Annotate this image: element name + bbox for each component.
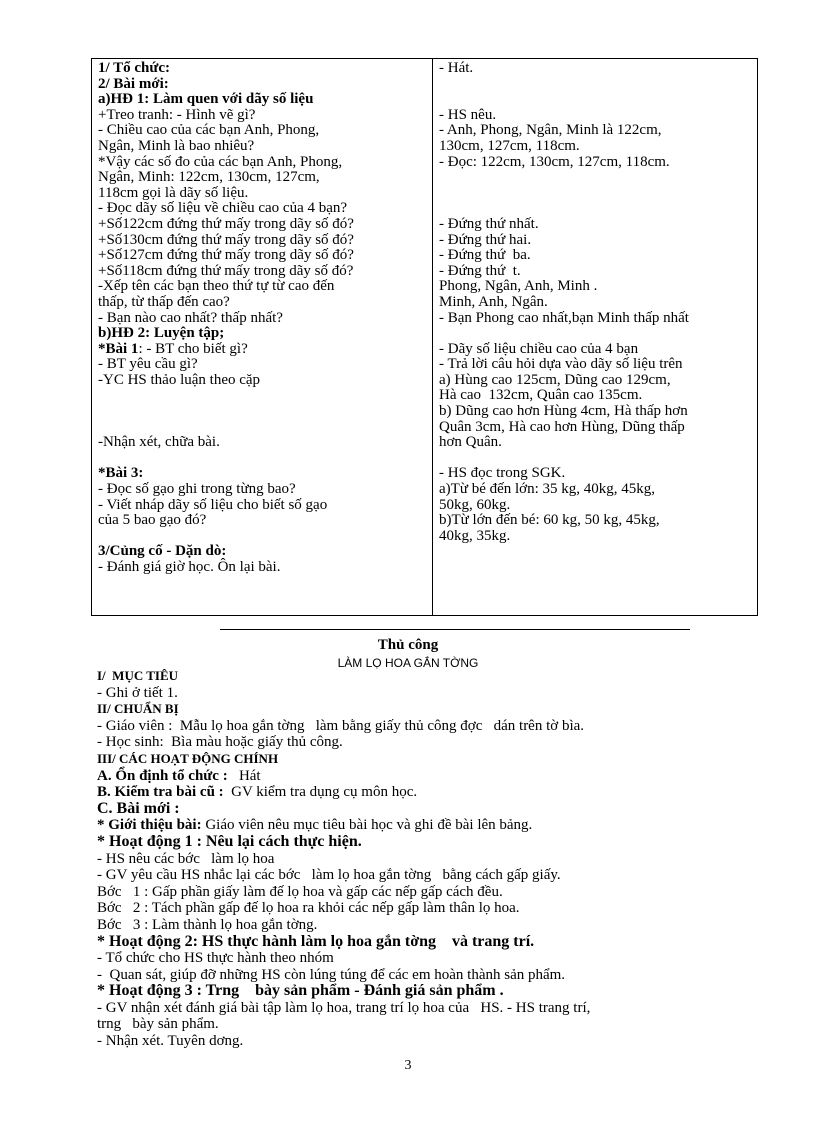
teacher-line: - Đọc số gạo ghi trong từng bao? <box>98 481 296 498</box>
student-line: 40kg, 35kg. <box>439 527 511 544</box>
body-line: Bớc 3 : Làm thành lọ hoa gắn tờng. <box>97 916 318 933</box>
student-line: a) Hùng cao 125cm, Dũng cao 129cm, <box>439 371 671 388</box>
teacher-line: *Bài 1: - BT cho biết gì? <box>98 340 248 357</box>
student-line <box>439 170 751 186</box>
student-line: - Dãy số liệu chiều cao của 4 bạn <box>439 340 639 357</box>
student-line: - Bạn Phong cao nhất,bạn Minh thấp nhất <box>439 309 689 326</box>
body-line: trng bày sản phẩm. <box>97 1016 219 1033</box>
student-line: b) Dũng cao hơn Hùng 4cm, Hà thấp hơn <box>439 403 688 420</box>
body-line: III/ CÁC HOẠT ĐỘNG CHÍNH <box>97 750 279 766</box>
teacher-line: -YC HS thảo luận theo cặp <box>98 371 261 388</box>
student-line: a)Từ bé đến lớn: 35 kg, 40kg, 45kg, <box>439 481 656 498</box>
teacher-line: +Treo tranh: - Hình vẽ gì? <box>98 106 256 123</box>
student-line <box>439 92 751 108</box>
body-line: - HS nêu các bớc làm lọ hoa <box>97 850 275 867</box>
teacher-line: thấp, từ thấp đến cao? <box>98 293 230 310</box>
body-line: - GV nhận xét đánh giá bài tập làm lọ hoa, trang trí lọ hoa của HS. - HS trang trí, <box>97 999 591 1016</box>
body-line: * Hoạt động 2: HS thực hành làm lọ hoa gắn tờng và trang trí. <box>97 932 535 950</box>
teacher-line: Ngân, Minh là bao nhiêu? <box>98 137 255 154</box>
teacher-activities-cell <box>92 59 433 616</box>
student-line: - HS đọc trong SGK. <box>439 465 566 482</box>
section-divider <box>220 629 690 630</box>
student-line: 130cm, 127cm, 118cm. <box>439 137 580 154</box>
body-line: B. Kiểm tra bài cũ : GV kiểm tra dụng cụ môn học. <box>97 784 418 801</box>
section-title: Thủ công <box>377 637 439 653</box>
teacher-line: *Vậy các số đo của các bạn Anh, Phong, <box>98 153 343 170</box>
teacher-line: a)HĐ 1: Làm quen với dãy số liệu <box>98 91 314 108</box>
teacher-line: - Đánh giá giờ học. Ôn lại bài. <box>98 559 281 575</box>
student-activities-cell <box>433 59 758 616</box>
teacher-line: của 5 bao gạo đó? <box>98 512 207 529</box>
teacher-line: 2/ Bài mới: <box>98 75 169 92</box>
teacher-line: +Số118cm đứng thứ mấy trong dãy số đó? <box>98 262 354 279</box>
body-line: - Giáo viên : Mẫu lọ hoa gắn tờng làm bằng giấy thủ công đợc dán trên tờ bìa. <box>97 717 585 734</box>
teacher-line <box>98 451 426 467</box>
table-row <box>92 59 758 616</box>
body-line: Bớc 1 : Gấp phần giấy làm đế lọ hoa và gấp các nếp gấp cách đều. <box>97 883 503 900</box>
student-line: - Đứng thứ nhất. <box>439 215 539 232</box>
teacher-line: *Bài 3: <box>98 465 144 482</box>
lesson-plan-table <box>91 58 758 616</box>
teacher-line: - Viết nháp dãy số liệu cho biết số gạo <box>98 496 328 513</box>
teacher-line: +Số127cm đứng thứ mấy trong dãy số đó? <box>98 247 354 264</box>
student-line: hơn Quân. <box>439 434 502 451</box>
teacher-line: - Bạn nào cao nhất? thấp nhất? <box>98 309 283 326</box>
body-line: - Tổ chức cho HS thực hành theo nhóm <box>97 950 334 967</box>
student-line: Hà cao 132cm, Quân cao 135cm. <box>439 387 643 404</box>
teacher-line: 3/Củng cố - Dặn dò: <box>98 543 227 560</box>
teacher-line: b)HĐ 2: Luyện tập; <box>98 325 225 342</box>
body-line: - Quan sát, giúp đỡ những HS còn lúng túng để các em hoàn thành sản phẩm. <box>97 966 566 983</box>
student-line <box>439 201 751 217</box>
section-subtitle: LÀM LỌ HOA GẮN TỜNG <box>337 656 479 670</box>
body-line: - Học sinh: Bìa màu hoặc giấy thủ công. <box>97 734 343 751</box>
teacher-line: +Số122cm đứng thứ mấy trong dãy số đó? <box>98 215 354 232</box>
body-line: C. Bài mới : <box>97 799 180 817</box>
teacher-line: -Xếp tên các bạn theo thứ tự từ cao đến <box>98 278 335 295</box>
student-line: - HS nêu. <box>439 106 497 123</box>
student-line: Minh, Anh, Ngân. <box>439 293 548 310</box>
teacher-line: - Chiều cao của các bạn Anh, Phong, <box>98 122 320 139</box>
student-line <box>439 326 751 342</box>
student-line <box>439 186 751 202</box>
teacher-line: -Nhận xét, chữa bài. <box>98 434 220 451</box>
teacher-line: Ngân, Minh: 122cm, 130cm, 127cm, <box>98 169 320 186</box>
student-line: Quân 3cm, Hà cao hơn Hùng, Dũng thấp <box>439 418 685 435</box>
body-line: I/ MỤC TIÊU <box>97 668 179 683</box>
teacher-line <box>98 420 426 436</box>
body-line: * Hoạt động 1 : Nêu lại cách thực hiện. <box>97 832 362 850</box>
body-line: A. Ổn định tổ chức : Hát <box>97 767 261 784</box>
teacher-line: 118cm gọi là dãy số liệu. <box>98 184 249 201</box>
student-line: Phong, Ngân, Anh, Minh . <box>439 278 598 295</box>
student-line: - Đọc: 122cm, 130cm, 127cm, 118cm. <box>439 153 670 170</box>
body-line: * Hoạt động 3 : Trng bày sản phẩm - Đánh giá sản phẩm . <box>97 982 504 1000</box>
student-line: - Đứng thứ hai. <box>439 231 532 248</box>
student-line: - Đứng thứ t. <box>439 262 521 279</box>
student-line: b)Từ lớn đến bé: 60 kg, 50 kg, 45kg, <box>439 512 660 529</box>
student-line: - Đứng thứ ba. <box>439 247 531 264</box>
teacher-line <box>98 388 426 404</box>
teacher-line <box>98 529 426 545</box>
student-line: - Hát. <box>439 60 474 76</box>
body-line: - Nhận xét. Tuyên dơng. <box>97 1033 244 1050</box>
teacher-line: 1/ Tổ chức: <box>98 60 171 76</box>
teacher-line: +Số130cm đứng thứ mấy trong dãy số đó? <box>98 231 354 248</box>
page-number: 3 <box>404 1058 412 1073</box>
teacher-line: - BT yêu cầu gì? <box>98 356 198 373</box>
student-line <box>439 77 751 93</box>
lesson-body <box>97 668 759 1050</box>
student-line <box>439 451 751 467</box>
body-line: * Giới thiệu bài: Giáo viên nêu mục tiêu bài học và ghi đề bài lên bảng. <box>97 817 533 834</box>
body-line: - GV yêu cầu HS nhắc lại các bớc làm lọ hoa gắn tờng bằng cách gấp giấy. <box>97 867 561 884</box>
teacher-line: - Đọc dãy số liệu về chiều cao của 4 bạn? <box>98 200 348 217</box>
body-line: - Ghi ở tiết 1. <box>97 684 178 701</box>
teacher-line <box>98 404 426 420</box>
student-line: 50kg, 60kg. <box>439 496 511 513</box>
body-line: Bớc 2 : Tách phần gấp đế lọ hoa ra khỏi các nếp gấp làm thân lọ hoa. <box>97 900 520 917</box>
student-line: - Anh, Phong, Ngân, Minh là 122cm, <box>439 122 662 139</box>
student-line: - Trả lời câu hỏi dựa vào dãy số liệu trên <box>439 356 683 373</box>
body-line: II/ CHUẨN BỊ <box>97 701 179 717</box>
